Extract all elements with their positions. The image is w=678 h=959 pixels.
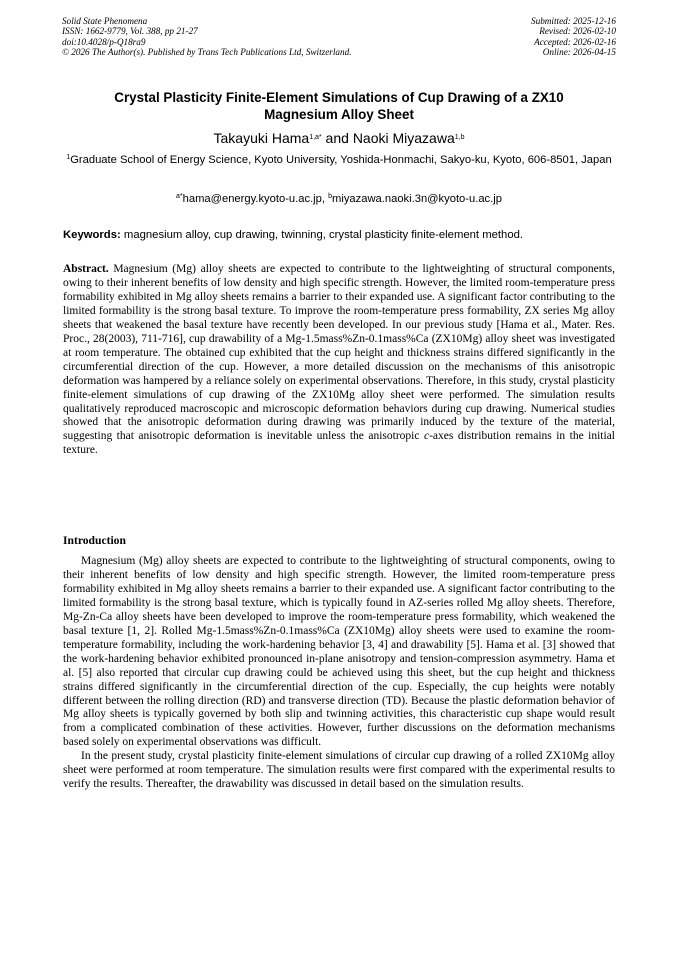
author-1: Takayuki Hama — [213, 130, 310, 146]
introduction-paragraph-2: In the present study, crystal plasticity finite-element simulations of circular cup drawing of a rolled ZX10Mg alloy sheet were performed at room temperature. The simulation results were first compared with the experimental results to verify the results. Thereafter, the drawability was discussed in detail based on the simulation results. — [63, 750, 615, 791]
email-sep: , — [321, 193, 329, 205]
author-2-affil: 1,b — [454, 134, 465, 141]
keywords-label: Keywords: — [63, 229, 121, 241]
article-dates — [531, 16, 616, 58]
journal-header — [62, 16, 616, 58]
author-1-affil: 1,a* — [309, 134, 322, 141]
journal-issn: ISSN: 1662-9779, Vol. 388, pp 21-27 — [62, 26, 198, 37]
affiliation-text: Graduate School of Energy Science, Kyoto University, Yoshida-Honmachi, Sakyo-ku, Kyoto, 606-8501, Japan — [70, 154, 612, 166]
introduction-body — [63, 555, 615, 792]
abstract-text-1: Magnesium (Mg) alloy sheets are expected to contribute to the lightweighting of structural components, owing to their inherent benefits of low density and high specific strength. However, the limited room-temperature press formability exhibited in Mg alloy sheets remains a barrier to their expanded use. A significant factor contributing to the limited formability is the strong basal texture. To improve the room-temperature press formability, ZX series Mg alloy sheets that weakened the basal texture have recently been developed. In our previous study [Hama et al., Mater. Res. Proc., 28(2003), 711-716], cup drawability of a Mg-1.5mass%Zn-0.1mass%Ca (ZX10Mg) alloy sheet was investigated at room temperature. The obtained cup exhibited that the cup height and thickness strains differed significantly in the circumferential direction of the cup. However, a more detailed discussion on the mechanisms of this anisotropic deformation was hampered by a reliance solely on experimental observations. Therefore, in this study, crystal plasticity finite-element simulations of cup drawing of the ZX10Mg alloy sheet were performed. The simulation results qualitatively reproduced macroscopic and microscopic deformation behaviors during cup drawing. Numerical studies showed that the anisotropic deformation during drawing was primarily induced by the texture of the material, suggesting that anisotropic deformation is inevitable unless the anisotropic — [63, 263, 615, 443]
author-2: Naoki Miyazawa — [352, 130, 455, 146]
title-line-2: Magnesium Alloy Sheet — [264, 106, 414, 122]
title-line-1: Crystal Plasticity Finite-Element Simulations of Cup Drawing of a ZX10 — [114, 90, 564, 105]
abstract-text-2: -axes distribution remains in the initial texture. — [63, 430, 615, 457]
introduction-paragraph-1: Magnesium (Mg) alloy sheets are expected to contribute to the lightweighting of structural components, owing to their inherent benefits of low density and high specific strength. However, the limited room-temperature press formability exhibited in Mg alloy sheets remains a barrier to their expanded use. A significant factor contributing to the limited formability is the strong basal texture, which is typically found in AZ-series rolled Mg alloy sheets. Therefore, Mg-Zn-Ca alloy sheets have been developed to improve the room-temperature press formability, which weakened the basal texture [1, 2]. Rolled Mg-1.5mass%Zn-0.1mass%Ca (ZX10Mg) alloy sheets were used to examine the room-temperature formability, including the work-hardening behavior [3, 4] and drawability [5]. Hama et al. [3] showed that the work-hardening behavior exhibited pronounced in-plane anisotropy and tension-compression asymmetry. Hama et al. [5] also reported that circular cup drawing could be achieved using this sheet, but the cup height and thickness strains differed significantly in the circumferential direction of the cup. Especially, the cup heights were notably different between the rolling direction (RD) and transverse direction (TD). Because the plastic deformation behavior of Mg alloy sheets is typically governed by both slip and twinning activities, this characteristic cup shape would result from a complicated combination of these activities. However, further discussions on the deformation mechanisms based solely on experimental observations was difficult. — [63, 555, 615, 749]
journal-name: Solid State Phenomena — [62, 16, 148, 26]
abstract-italic-c: c — [423, 430, 430, 443]
introduction-heading: Introduction — [63, 534, 126, 547]
date-submitted: Submitted: 2025-12-16 — [531, 16, 616, 26]
email-a[interactable]: hama@energy.kyoto-u.ac.jp — [182, 193, 322, 205]
email-b-marker: b — [328, 193, 333, 200]
affiliation — [60, 153, 618, 168]
journal-copyright: © 2026 The Author(s). Published by Trans Tech Publications Ltd, Switzerland. — [62, 47, 352, 58]
date-revised: Revised: 2026-02-10 — [539, 26, 616, 37]
abstract — [63, 263, 615, 458]
affiliation-marker: 1 — [66, 154, 71, 161]
journal-doi: doi:10.4028/p-Q18ra9 — [62, 36, 146, 47]
abstract-label: Abstract. — [63, 263, 109, 275]
journal-info — [62, 16, 352, 58]
author-list — [60, 129, 618, 147]
email-list — [60, 192, 618, 206]
paper-title — [50, 90, 628, 123]
date-accepted: Accepted: 2026-02-16 — [534, 36, 616, 47]
date-online: Online: 2026-04-15 — [542, 47, 616, 58]
keywords — [63, 228, 615, 242]
email-b[interactable]: miyazawa.naoki.3n@kyoto-u.ac.jp — [332, 193, 502, 205]
email-a-marker: a* — [176, 193, 183, 200]
author-conj: and — [321, 130, 353, 146]
keywords-text: magnesium alloy, cup drawing, twinning, crystal plasticity finite-element method. — [120, 229, 524, 241]
